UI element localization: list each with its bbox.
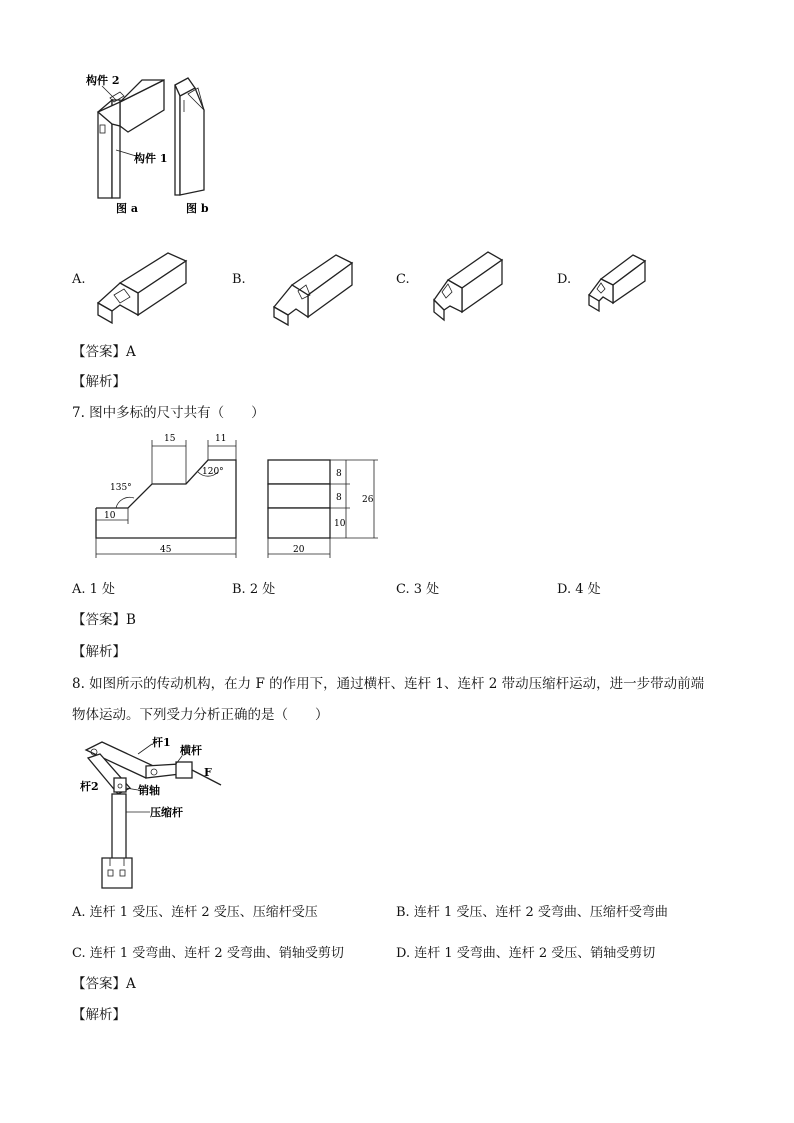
q8-answer: 【答案】A (72, 976, 136, 992)
q6-option-c-figure (428, 240, 508, 325)
dim-45: 45 (160, 545, 172, 555)
label-cross-rod: 横杆 (180, 744, 202, 757)
q7-dimension-drawing (88, 428, 388, 566)
label-rod2: 杆2 (80, 780, 99, 793)
q8-option-c[interactable]: C. 连杆 1 受弯曲、连杆 2 受弯曲、销轴受剪切 (72, 946, 344, 961)
q6-option-b-figure (268, 245, 358, 330)
q6-figure-ab (80, 70, 240, 220)
q6-answer: 【答案】A (72, 344, 136, 360)
dim-side-20: 20 (293, 545, 305, 555)
q7-analysis: 【解析】 (72, 644, 126, 660)
dim-side-10: 10 (334, 519, 346, 529)
dim-15: 15 (164, 434, 176, 444)
q6-option-b-label[interactable]: B. (232, 272, 246, 287)
q7-option-d[interactable]: D. 4 处 (557, 582, 601, 597)
q8-question-line2: 物体运动。下列受力分析正确的是（ ） (72, 707, 329, 723)
dim-side-8b: 8 (336, 493, 342, 503)
fig-a-part2-label: 构件 2 (86, 74, 120, 87)
fig-a-part1-label: 构件 1 (134, 152, 168, 165)
q8-option-a[interactable]: A. 连杆 1 受压、连杆 2 受压、压缩杆受压 (72, 905, 318, 920)
q8-option-d[interactable]: D. 连杆 1 受弯曲、连杆 2 受压、销轴受剪切 (396, 946, 656, 961)
q7-question: 7. 图中多标的尺寸共有（ ） (72, 405, 265, 421)
q7-option-b[interactable]: B. 2 处 (232, 582, 276, 597)
q7-option-a[interactable]: A. 1 处 (72, 582, 116, 597)
label-rod1: 杆1 (152, 736, 171, 749)
q6-option-c-label[interactable]: C. (396, 272, 410, 287)
q7-answer: 【答案】B (72, 612, 136, 628)
q6-option-d-label[interactable]: D. (557, 272, 572, 287)
label-pin: 销轴 (138, 784, 160, 797)
q8-mechanism-figure (76, 730, 246, 895)
fig-b-caption: 图 b (186, 202, 209, 215)
q6-analysis: 【解析】 (72, 374, 126, 390)
q6-option-a-figure (90, 245, 190, 330)
fig-a-caption: 图 a (116, 202, 138, 215)
q8-question-line1: 8. 如图所示的传动机构，在力 F 的作用下，通过横杆、连杆 1、连杆 2 带动压缩杆运动，进一步带动前端 (72, 676, 705, 692)
q6-option-a-label[interactable]: A. (72, 272, 86, 287)
label-compression-rod: 压缩杆 (150, 806, 183, 819)
dim-side-26: 26 (362, 495, 374, 505)
angle-120: 120° (202, 467, 224, 477)
dim-10: 10 (104, 511, 116, 521)
dim-side-8a: 8 (336, 469, 342, 479)
q8-analysis: 【解析】 (72, 1007, 126, 1023)
q8-option-b[interactable]: B. 连杆 1 受压、连杆 2 受弯曲、压缩杆受弯曲 (396, 905, 668, 920)
label-force-f: F (204, 766, 212, 779)
q7-option-c[interactable]: C. 3 处 (396, 582, 440, 597)
dim-11: 11 (215, 434, 227, 444)
q6-option-d-figure (585, 245, 655, 320)
angle-135: 135° (110, 483, 132, 493)
